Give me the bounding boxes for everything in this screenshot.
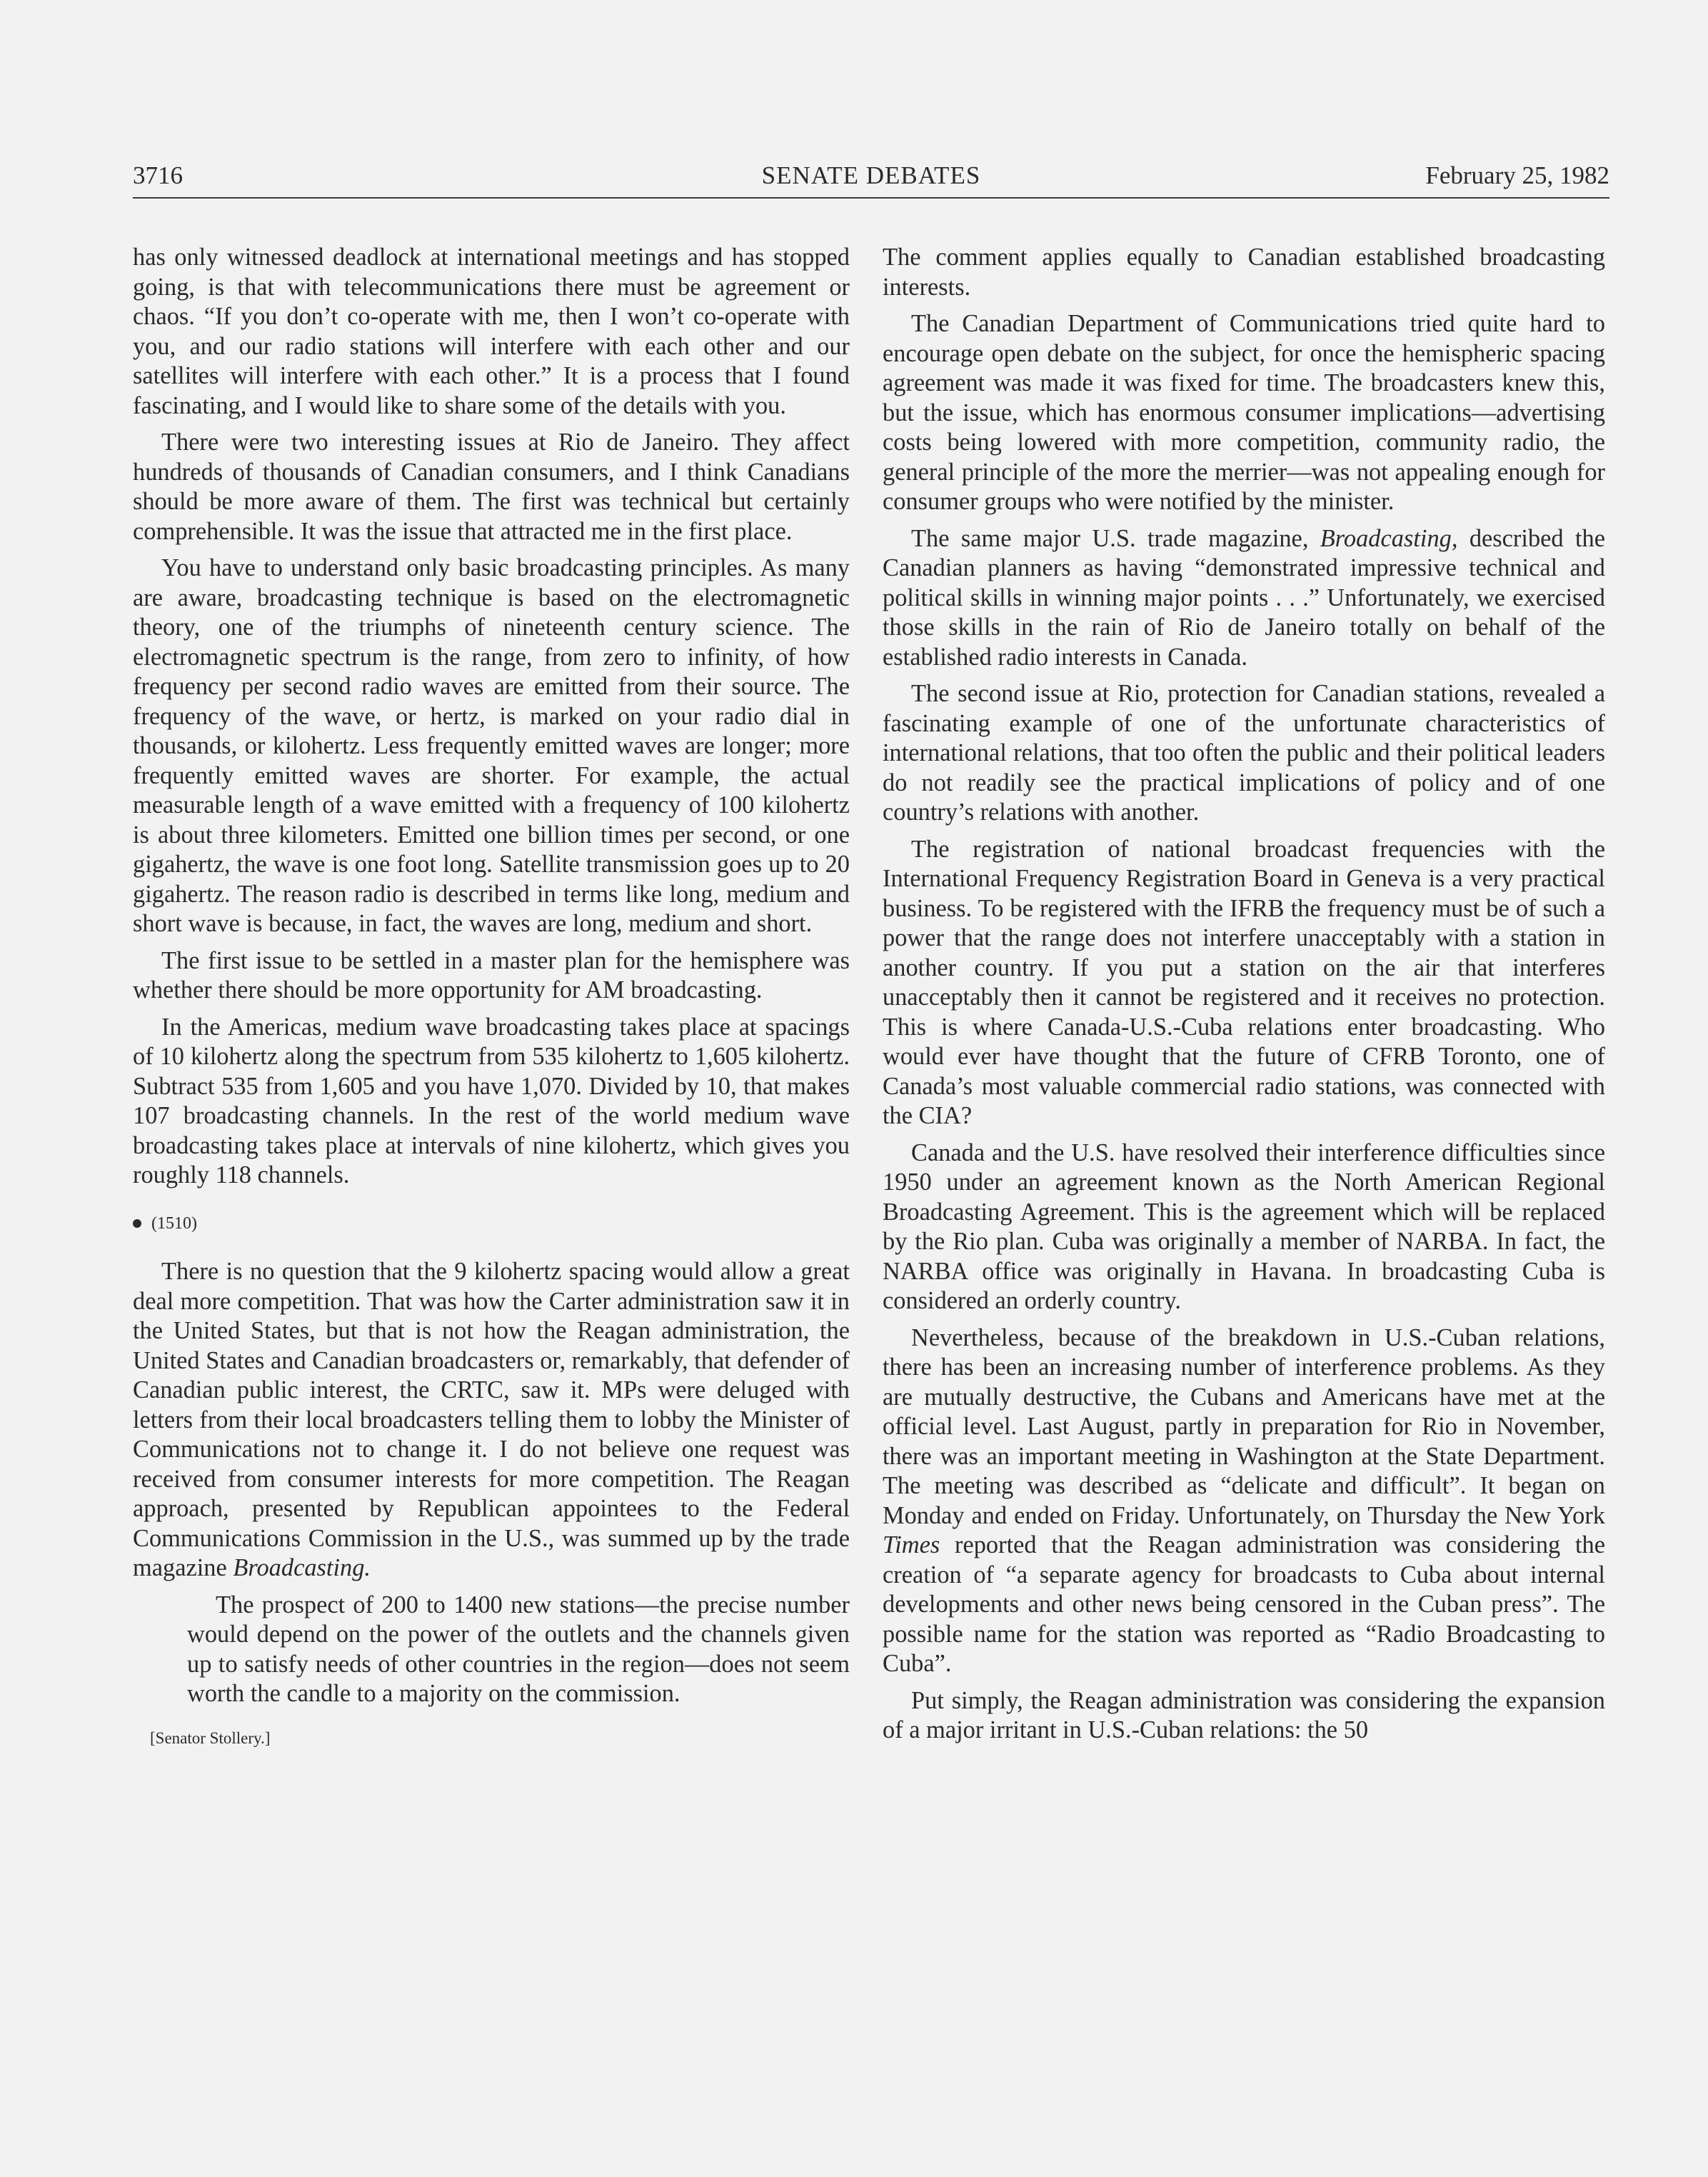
paragraph: There were two interesting issues at Rio de Janeiro. They affect hundreds of thousands of Canadian consumers, and I think Canadians should be more aware of them. The first was technical but certainly comprehensible. It was the issue that attracted me in the first place.	[133, 429, 850, 545]
paragraph	[133, 1257, 850, 1583]
paragraph: In the Americas, medium wave broadcasting takes place at spacings of 10 kilohertz along the spectrum from 535 kilohertz to 1,605 kilohertz. Subtract 535 from 1,605 and you have 1,070. Divided by 10, that makes 107 broadcasting channels. In the rest of the world medium wave broadcasting takes place at intervals of nine kilohertz, which gives you roughly 118 channels.	[133, 1013, 850, 1188]
page-date: February 25, 1982	[1425, 161, 1609, 189]
italic-title: Broadcasting,	[1320, 524, 1458, 552]
publication-title: SENATE DEBATES	[761, 161, 981, 189]
paragraph: The first issue to be settled in a master plan for the hemisphere was whether there should be more opportunity for AM broadcasting.	[133, 946, 850, 1004]
paragraph: Canada and the U.S. have resolved their interference difficulties since 1950 under an agreement known as the North American Regional Broadcasting Agreement. This is the agreement which will be replaced by the Rio plan. Cuba was originally a member of NARBA. In fact, the NARBA office was originally in Havana. In broadcasting Cuba is considered an orderly country.	[883, 1138, 1605, 1314]
right-column	[883, 243, 1605, 1753]
page-number: 3716	[133, 161, 183, 189]
paragraph	[883, 1323, 1605, 1679]
paragraph: The registration of national broadcast frequencies with the International Frequency Registration Board in Geneva is a very practical business. To be registered with the IFRB the frequency must be of such a power that the range does not interfere unacceptably with a station in another country. If you put a station on the air that interferes unacceptably then it cannot be registered and it receives no protection. This is where Canada-U.S.-Cuba relations enter broadcasting. Who would ever have thought that the future of CFRB Toronto, one of Canada’s most valuable commercial radio stations, was connected with the CIA?	[883, 835, 1605, 1129]
bullet-icon	[133, 1219, 141, 1228]
block-quote: The prospect of 200 to 1400 new stations—the precise number would depend on the power of the outlets and the channels given up to satisfy needs of other countries in the region—does not seem worth the candle to a majority on the commission.	[187, 1591, 850, 1707]
paragraph: The Canadian Department of Communications tried quite hard to encourage open debate on the subject, for once the hemispheric spacing agreement was made it was fixed for time. The broadcasters knew this, but the issue, which has enormous consumer implications—advertising costs being lowered with more competition, community radio, the general principle of the more the merrier—was not appealing enough for consumer groups who were notified by the minister.	[883, 310, 1605, 515]
time-marker-label: (1510)	[151, 1213, 197, 1233]
paragraph: Put simply, the Reagan administration was considering the expansion of a major irritant in U.S.-Cuban relations: the 50	[883, 1686, 1605, 1743]
left-column	[133, 243, 850, 1753]
paragraph: The second issue at Rio, protection for Canadian stations, revealed a fascinating example of one of the unfortunate characteristics of international relations, that too often the public and their political leaders do not readily see the practical implications of policy and of one country’s relations with another.	[883, 680, 1605, 826]
paragraph-text: Nevertheless, because of the breakdown in U.S.-Cuban relations, there has been an increasing number of interference problems. As they are mutually destructive, the Cubans and Americans have met at the official level. Last August, partly in preparation for Rio in November, there was an important meeting in Washington at the State Department. The meeting was described as “delicate and difficult”. It began on Monday and ended on Friday. Unfortunately, on Thursday the New York	[883, 1323, 1605, 1529]
paragraph: The comment applies equally to Canadian established broadcasting interests.	[883, 244, 1605, 301]
italic-title: Times	[883, 1531, 940, 1558]
page-header	[133, 157, 1609, 199]
paragraph-text: reported that the Reagan administration was considering the creation of “a separate agency for broadcasts to Cuba about internal developments and other news being censored in the Cuban press”. The possible name for the station was reported as “Radio Broadcasting to Cuba”.	[883, 1531, 1605, 1677]
paragraph: You have to understand only basic broadcasting principles. As many are aware, broadcasting technique is based on the electromagnetic theory, one of the triumphs of nineteenth century science. The electromagnetic spectrum is the range, from zero to infinity, of how frequency per second radio waves are emitted from their source. The frequency of the wave, or hertz, is marked on your radio dial in thousands, or kilohertz. Less frequently emitted waves are longer; more frequently emitted waves are shorter. For example, the actual measurable length of a wave emitted with a frequency of 100 kilohertz is about three kilometers. Emitted one billion times per second, or one gigahertz, the wave is one foot long. Satellite transmission goes up to 20 gigahertz. The reason radio is described in terms like long, medium and short wave is because, in fact, the waves are long, medium and short.	[133, 554, 850, 937]
paragraph: has only witnessed deadlock at international meetings and has stopped going, is that with telecommunications there must be agreement or chaos. “If you don’t co-operate with me, then I won’t co-operate with you, and our radio stations will interfere with each other and our satellites will interfere with each other.” It is a process that I found fascinating, and I would like to share some of the details with you.	[133, 244, 850, 419]
time-marker	[133, 1209, 850, 1239]
paragraph-text: described the Canadian planners as having “demonstrated impressive technical and political skills in winning major points . . .” Unfortunately, we exercised those skills in the rain of Rio de Janeiro totally on behalf of the established radio interests in Canada.	[883, 524, 1605, 671]
paragraph	[883, 524, 1605, 673]
speaker-note: [Senator Stollery.]	[150, 1728, 271, 1747]
paragraph-text: There is no question that the 9 kilohertz spacing would allow a great deal more competition. That was how the Carter administration saw it in the United States, but that is not how the Reagan administration, the United States and Canadian broadcasters or, remarkably, that defender of Canadian public interest, the CRTC, saw it. MPs were deluged with letters from their local broadcasters telling them to lobby the Minister of Communications not to change it. I do not believe one request was received from consumer interests for more competition. The Reagan approach, presented by Republican appointees to the Federal Communications Commission in the U.S., was summed up by the trade magazine	[133, 1258, 850, 1581]
italic-title: Broadcasting.	[233, 1554, 371, 1581]
paragraph-text: The same major U.S. trade magazine,	[911, 524, 1309, 552]
